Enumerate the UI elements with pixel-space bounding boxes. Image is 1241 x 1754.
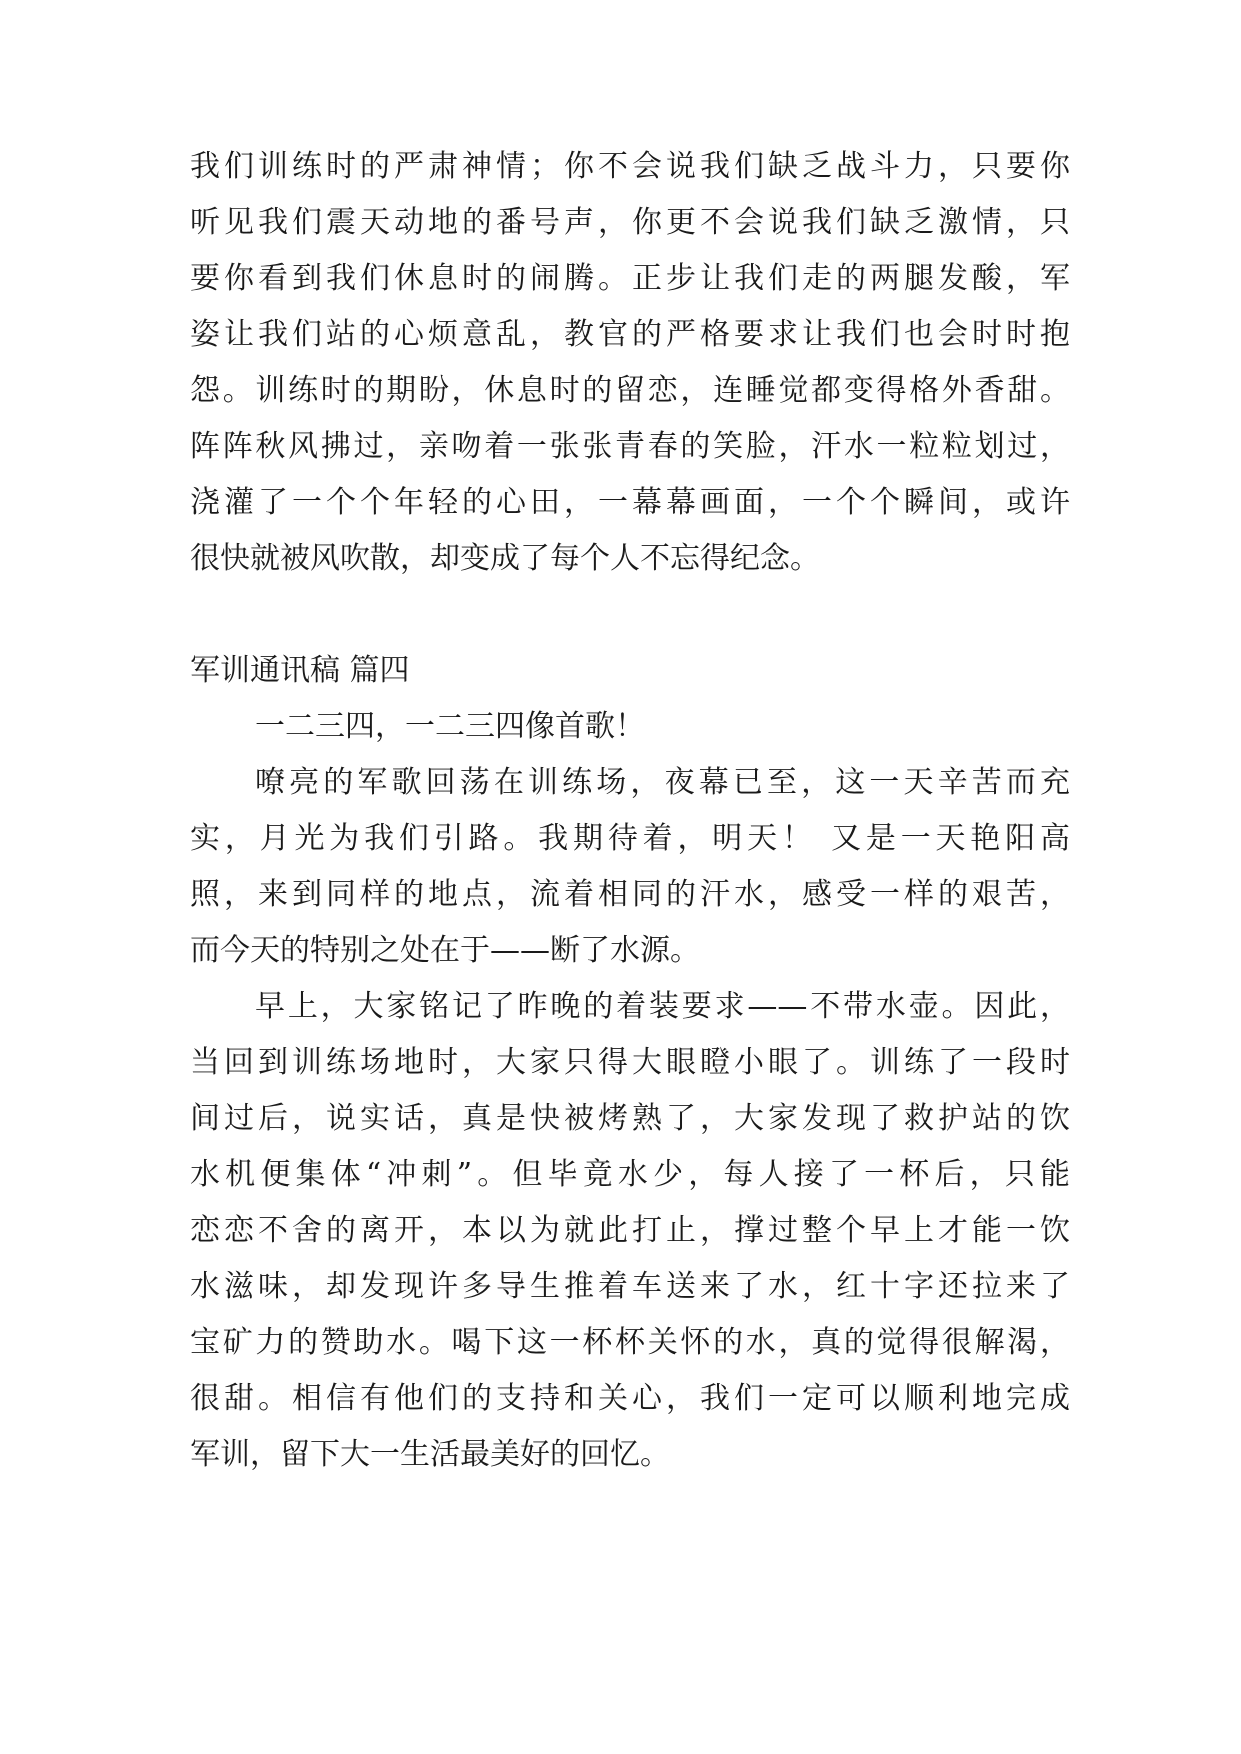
paragraph-line: 实，月光为我们引路。我期待着，明天！ 又是一天艳阳高 [190, 821, 1070, 856]
paragraph-line: 照，来到同样的地点，流着相同的汗水，感受一样的艰苦， [190, 877, 1070, 912]
paragraph-line: 阵阵秋风拂过，亲吻着一张张青春的笑脸，汗水一粒粒划过， [190, 429, 1070, 464]
paragraph-line: 浇灌了一个个年轻的心田，一幕幕画面，一个个瞬间，或许 [190, 485, 1070, 520]
paragraph-line: 很甜。相信有他们的支持和关心，我们一定可以顺利地完成 [190, 1381, 1070, 1416]
paragraph-line: 恋恋不舍的离开，本以为就此打止，撑过整个早上才能一饮 [190, 1213, 1070, 1248]
paragraph-line: 而今天的特别之处在于——断了水源。 [190, 933, 700, 968]
paragraph-line: 听见我们震天动地的番号声，你更不会说我们缺乏激情，只 [190, 205, 1070, 240]
paragraph-line: 怨。训练时的期盼，休息时的留恋，连睡觉都变得格外香甜。 [190, 373, 1070, 408]
paragraph-line: 水机便集体“冲刺”。但毕竟水少，每人接了一杯后，只能 [190, 1157, 1070, 1192]
paragraph-line: 当回到训练场地时，大家只得大眼瞪小眼了。训练了一段时 [190, 1045, 1070, 1080]
paragraph-line: 间过后，说实话，真是快被烤熟了，大家发现了救护站的饮 [190, 1101, 1070, 1136]
subtitle-line: 一二三四，一二三四像首歌！ [255, 709, 645, 744]
paragraph-line: 水滋味，却发现许多导生推着车送来了水，红十字还拉来了 [190, 1269, 1070, 1304]
paragraph-line: 宝矿力的赞助水。喝下这一杯杯关怀的水，真的觉得很解渴， [190, 1325, 1070, 1360]
paragraph-line: 姿让我们站的心烦意乱，教官的严格要求让我们也会时时抱 [190, 317, 1070, 352]
section-heading: 军训通讯稿 篇四 [190, 653, 410, 688]
paragraph-line: 军训，留下大一生活最美好的回忆。 [190, 1437, 670, 1472]
paragraph-line: 我们训练时的严肃神情；你不会说我们缺乏战斗力，只要你 [190, 149, 1070, 184]
paragraph-line: 嘹亮的军歌回荡在训练场，夜幕已至，这一天辛苦而充 [255, 765, 1070, 800]
paragraph-line: 要你看到我们休息时的闹腾。正步让我们走的两腿发酸，军 [190, 261, 1070, 296]
paragraph-line: 早上，大家铭记了昨晚的着装要求——不带水壶。因此， [255, 989, 1070, 1024]
paragraph-line: 很快就被风吹散，却变成了每个人不忘得纪念。 [190, 541, 820, 576]
